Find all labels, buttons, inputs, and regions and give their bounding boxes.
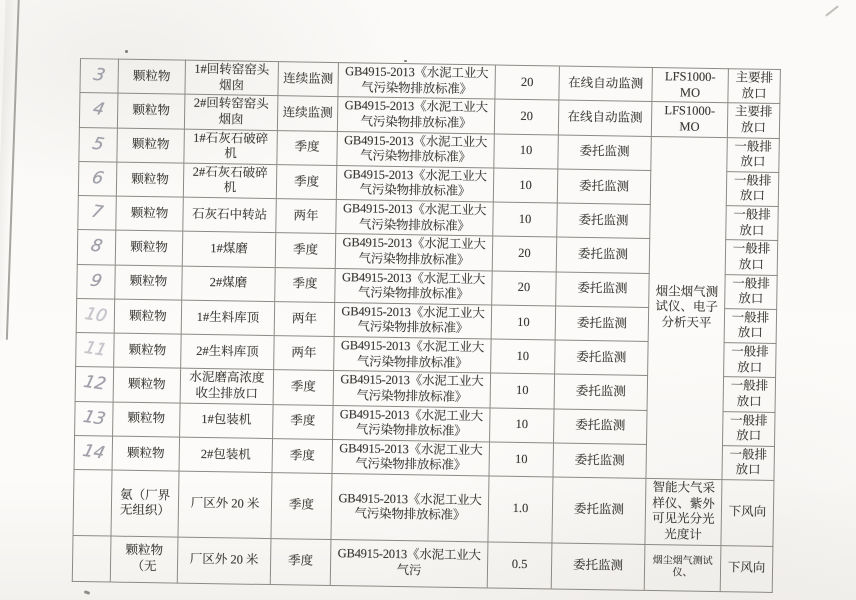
cell-row-number	[77, 264, 116, 299]
cell-frequency: 季度	[273, 404, 334, 439]
cell-source: 2#生料库顶	[181, 334, 275, 370]
cell-outlet: 一般排放口	[726, 171, 779, 206]
cell-method: 委托监测	[553, 443, 647, 479]
cell-limit: 20	[495, 65, 560, 100]
handwritten-row-number: 11	[81, 338, 109, 361]
cell-equipment: 智能大气采样仪、紫外可见光分光光度计	[645, 478, 722, 545]
cell-pollutant: 颗粒物	[115, 265, 183, 300]
cell-source: 水泥磨高浓度收尘排放口	[180, 368, 274, 404]
cell-source: 厂区外 20 米	[178, 471, 272, 538]
cell-limit: 10	[491, 339, 556, 374]
cell-standard: GB4915-2013《水泥工业大气污染物排放标准》	[334, 302, 492, 339]
cell-row-number	[75, 367, 114, 402]
cell-source: 2#包装机	[179, 437, 273, 473]
cell-standard: GB4915-2013《水泥工业大气污染物排放标准》	[331, 474, 489, 542]
cell-pollutant: 颗粒物	[116, 162, 184, 197]
cell-outlet: 下风向	[721, 480, 774, 546]
cell-row-number	[78, 161, 117, 196]
table-row	[73, 469, 774, 545]
handwritten-row-number: 5	[90, 133, 107, 155]
cell-limit: 20	[494, 99, 559, 134]
cell-limit: 20	[492, 271, 557, 306]
cell-standard: GB4915-2013《水泥工业大气污染物排放标准》	[335, 268, 493, 305]
cell-row-number	[80, 59, 119, 94]
cell-pollutant: 颗粒物	[115, 230, 183, 265]
table-row	[72, 535, 773, 592]
cell-outlet: 一般排放口	[726, 206, 779, 241]
cell-method: 委托监测	[555, 340, 649, 376]
cell-source: 2#石灰石破碎机	[183, 163, 277, 199]
cell-source: 1#石灰石破碎机	[184, 129, 278, 165]
cell-pollutant: 颗粒物	[113, 402, 181, 437]
handwritten-row-number: 3	[91, 64, 108, 86]
cell-outlet: 一般排放口	[724, 308, 777, 343]
cell-limit: 1.0	[488, 476, 553, 542]
cell-method: 委托监测	[551, 542, 645, 589]
cell-standard: GB4915-2013《水泥工业大气污染物排放标准》	[336, 165, 494, 202]
handwritten-row-number: 8	[88, 236, 105, 258]
cell-standard: GB4915-2013《水泥工业大气污	[330, 539, 488, 587]
cell-method: 委托监测	[556, 272, 650, 308]
handwritten-row-number: 4	[91, 99, 107, 121]
cell-method: 委托监测	[555, 306, 649, 342]
cell-pollutant: 颗粒物	[113, 367, 181, 402]
cell-pollutant: 颗粒物	[117, 93, 185, 128]
cell-standard: GB4915-2013《水泥工业大气污染物排放标准》	[332, 439, 490, 476]
cell-frequency: 季度	[272, 438, 333, 473]
cell-outlet: 一般排放口	[727, 137, 780, 172]
cell-standard: GB4915-2013《水泥工业大气污染物排放标准》	[335, 234, 493, 271]
cell-source: 2#回转窑窑头烟囱	[184, 94, 278, 130]
cell-row-number	[75, 401, 114, 436]
cell-source: 1#包装机	[180, 403, 274, 439]
cell-row-number	[78, 195, 117, 230]
cell-row-number	[72, 535, 111, 582]
cell-pollutant: 颗粒物	[117, 128, 185, 163]
cell-row-number	[79, 93, 118, 128]
cell-method: 委托监测	[558, 135, 652, 171]
cell-row-number	[79, 127, 118, 162]
handwritten-row-number: 9	[88, 270, 104, 292]
cell-limit: 10	[491, 305, 556, 340]
cell-standard: GB4915-2013《水泥工业大气污染物排放标准》	[338, 63, 496, 100]
cell-standard: GB4915-2013《水泥工业大气污染物排放标准》	[333, 371, 491, 408]
cell-outlet: 主要排放口	[727, 103, 780, 138]
cell-frequency: 季度	[277, 130, 338, 165]
cell-limit: 10	[490, 407, 555, 442]
cell-outlet: 一般排放口	[722, 445, 775, 480]
cell-limit: 10	[493, 202, 558, 237]
cell-standard: GB4915-2013《水泥工业大气污染物排放标准》	[336, 200, 494, 237]
cell-frequency: 季度	[273, 370, 334, 405]
cell-standard: GB4915-2013《水泥工业大气污染物排放标准》	[334, 337, 492, 374]
cell-outlet: 一般排放口	[724, 343, 777, 378]
cell-standard: GB4915-2013《水泥工业大气污染物排放标准》	[337, 131, 495, 168]
cell-frequency: 季度	[270, 538, 331, 585]
cell-equipment: 烟尘烟气测试仪、电子分析天平	[646, 136, 727, 480]
cell-limit: 10	[490, 373, 555, 408]
cell-outlet: 一般排放口	[722, 411, 775, 446]
cell-row-number	[73, 469, 112, 535]
cell-source: 2#煤磨	[182, 266, 276, 302]
handwritten-row-number: 7	[89, 201, 105, 223]
scan-speck	[84, 590, 91, 595]
cell-source: 1#煤磨	[182, 231, 276, 267]
cell-method: 在线自动监测	[558, 100, 652, 136]
cell-limit: 0.5	[487, 541, 552, 588]
monitoring-table	[72, 58, 781, 592]
cell-row-number	[74, 435, 113, 470]
cell-pollutant: 颗粒物	[114, 333, 182, 368]
cell-row-number	[76, 298, 115, 333]
cell-outlet: 主要排放口	[728, 69, 781, 104]
cell-outlet: 一般排放口	[723, 377, 776, 412]
cell-frequency: 季度	[276, 164, 337, 199]
cell-frequency: 季度	[275, 267, 336, 302]
cell-source: 石灰石中转站	[183, 197, 277, 233]
cell-source: 1#生料库顶	[181, 300, 275, 336]
cell-method: 委托监测	[554, 374, 648, 410]
handwritten-row-number: 13	[80, 406, 108, 430]
handwritten-row-number: 12	[81, 372, 108, 395]
cell-frequency: 连续监测	[278, 62, 339, 97]
cell-outlet: 下风向	[720, 545, 773, 592]
cell-pollutant: 氨（厂界无组织）	[111, 470, 179, 537]
cell-method: 委托监测	[557, 169, 651, 205]
cell-limit: 10	[493, 168, 558, 203]
cell-limit: 20	[492, 236, 557, 271]
cell-frequency: 两年	[276, 199, 337, 234]
cell-row-number	[76, 332, 115, 367]
cell-standard: GB4915-2013《水泥工业大气污染物排放标准》	[337, 97, 495, 134]
cell-outlet: 一般排放口	[725, 274, 778, 309]
cell-standard: GB4915-2013《水泥工业大气污染物排放标准》	[333, 405, 491, 442]
cell-method: 委托监测	[557, 203, 651, 239]
cell-source: 厂区外 20 米	[177, 537, 271, 584]
cell-method: 委托监测	[554, 408, 648, 444]
cell-pollutant: 颗粒物	[114, 299, 182, 334]
cell-method: 委托监测	[552, 477, 646, 544]
handwritten-row-number: 10	[82, 303, 109, 327]
cell-limit: 10	[489, 442, 554, 477]
cell-equipment: 烟尘烟气测试仪、	[644, 544, 721, 591]
cell-frequency: 两年	[274, 336, 335, 371]
cell-pollutant: 颗粒物（无	[110, 536, 178, 583]
cell-row-number	[77, 230, 116, 265]
handwritten-row-number: 6	[89, 167, 106, 189]
cell-pollutant: 颗粒物	[112, 436, 180, 471]
cell-equipment: LFS1000-MO	[651, 102, 728, 137]
cell-frequency: 季度	[271, 473, 332, 539]
cell-method: 委托监测	[556, 237, 650, 273]
cell-method: 在线自动监测	[559, 66, 653, 102]
cell-pollutant: 颗粒物	[116, 196, 184, 231]
cell-frequency: 季度	[275, 233, 336, 268]
handwritten-row-number: 14	[80, 440, 107, 464]
cell-equipment: LFS1000-MO	[652, 67, 729, 102]
cell-source: 1#回转窑窑头烟囱	[185, 60, 279, 96]
cell-outlet: 一般排放口	[725, 240, 778, 275]
cell-limit: 10	[494, 134, 559, 169]
cell-frequency: 连续监测	[277, 96, 338, 131]
cell-pollutant: 颗粒物	[118, 59, 186, 94]
cell-frequency: 两年	[274, 301, 335, 336]
